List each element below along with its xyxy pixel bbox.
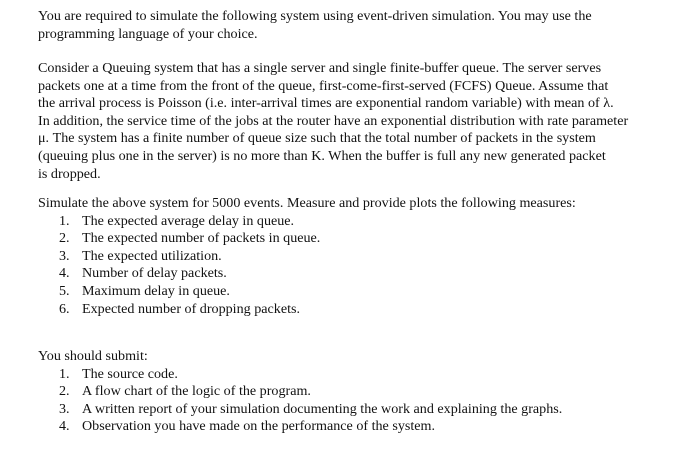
- list-text: The expected number of packets in queue.: [82, 230, 321, 247]
- list-text: A written report of your simulation documenting the work and explaining the graphs.: [82, 400, 563, 417]
- list-item: [38, 283, 658, 301]
- measures-section: [38, 195, 658, 318]
- list-text: The source code.: [82, 365, 178, 382]
- list-text: The expected average delay in queue.: [82, 212, 295, 229]
- list-item: [38, 248, 658, 266]
- description-line: In addition, the service time of the jobs at the router have an exponential distribution with rate parameter: [38, 112, 629, 129]
- list-item: [38, 418, 658, 436]
- list-text: A flow chart of the logic of the program.: [82, 383, 311, 400]
- submit-list: [38, 366, 658, 436]
- list-item: [38, 213, 658, 231]
- list-item: [38, 301, 658, 319]
- submit-section: [38, 348, 658, 436]
- description-line: Consider a Queuing system that has a single server and single finite-buffer queue. The server serves: [38, 60, 602, 76]
- list-number: 4.: [59, 418, 70, 435]
- list-item: [38, 230, 658, 248]
- list-number: 3.: [59, 247, 70, 264]
- description-line: is dropped.: [38, 165, 101, 182]
- intro-line: programming language of your choice.: [38, 25, 258, 42]
- description-line: (queuing plus one in the server) is no more than K. When the buffer is full any new generated packet: [38, 147, 606, 164]
- list-item: [38, 383, 658, 401]
- list-number: 3.: [59, 400, 70, 417]
- list-number: 1.: [59, 212, 70, 229]
- description-line: the arrival process is Poisson (i.e. inter-arrival times are exponential random variable) with mean of λ.: [38, 95, 614, 112]
- list-text: Observation you have made on the performance of the system.: [82, 418, 436, 435]
- list-number: 4.: [59, 265, 70, 282]
- list-text: Maximum delay in queue.: [82, 282, 230, 299]
- list-text: Number of delay packets.: [82, 265, 227, 282]
- list-number: 6.: [59, 300, 70, 317]
- list-number: 5.: [59, 282, 70, 299]
- list-item: [38, 401, 658, 419]
- intro-line: You are required to simulate the following system using event-driven simulation. You may use the: [38, 8, 592, 24]
- list-text: Expected number of dropping packets.: [82, 300, 300, 317]
- intro-paragraph: [38, 8, 658, 43]
- list-item: [38, 366, 658, 384]
- list-item: [38, 265, 658, 283]
- description-line: μ. The system has a finite number of queue size such that the total number of packets in the system: [38, 130, 596, 147]
- measures-list: [38, 213, 658, 319]
- list-number: 1.: [59, 365, 70, 382]
- submit-heading: You should submit:: [38, 348, 148, 364]
- measures-heading: Simulate the above system for 5000 events. Measure and provide plots the following measures:: [38, 195, 576, 211]
- system-description-paragraph: [38, 60, 658, 183]
- list-number: 2.: [59, 383, 70, 400]
- description-line: packets one at a time from the front of the queue, first-come-first-served (FCFS) Queue. Assume that: [38, 77, 609, 94]
- list-text: The expected utilization.: [82, 247, 222, 264]
- list-number: 2.: [59, 230, 70, 247]
